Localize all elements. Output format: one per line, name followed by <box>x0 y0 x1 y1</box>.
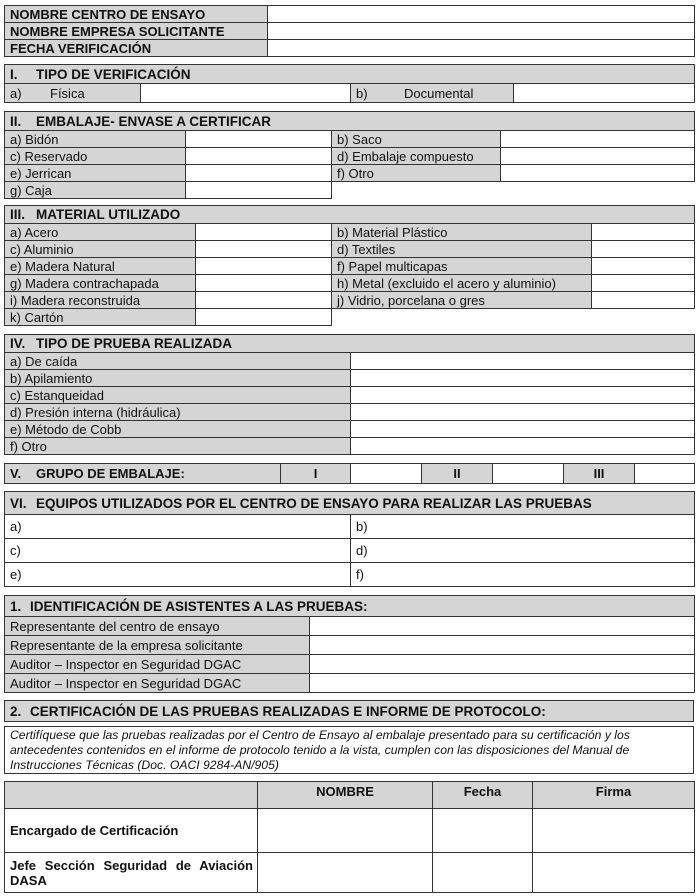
signature-firma-field[interactable] <box>533 809 695 853</box>
material-option: c) Aluminio <box>5 241 196 258</box>
option-documental-label: Documental <box>404 85 474 101</box>
section-num: 2. <box>10 703 22 719</box>
prueba-option: e) Método de Cobb <box>5 421 351 438</box>
section-num: III. <box>10 207 26 222</box>
material-field[interactable] <box>592 241 695 258</box>
option-fisica-label: Física <box>50 85 85 101</box>
equipo-field[interactable]: c) <box>5 539 351 563</box>
signature-firma-field[interactable] <box>533 853 695 893</box>
embalaje-option: g) Caja <box>5 182 186 199</box>
prueba-field[interactable] <box>351 404 695 421</box>
material-field[interactable] <box>196 309 332 326</box>
prueba-field[interactable] <box>351 370 695 387</box>
material-field[interactable] <box>196 292 332 309</box>
embalaje-option: b) Saco <box>332 131 501 148</box>
section-grupo-embalaje <box>4 463 695 484</box>
prueba-option: d) Presión interna (hidráulica) <box>5 404 351 421</box>
material-field[interactable] <box>592 258 695 275</box>
section-num: V. <box>10 466 22 481</box>
asistente-label: Representante del centro de ensayo <box>5 617 310 636</box>
input-empresa-solicitante[interactable] <box>268 23 695 40</box>
prueba-option: c) Estanqueidad <box>5 387 351 404</box>
checkbox-documental[interactable] <box>514 84 695 103</box>
label-centro-ensayo: NOMBRE CENTRO DE ENSAYO <box>5 6 268 23</box>
asistente-field[interactable] <box>310 617 695 636</box>
signature-fecha-field[interactable] <box>433 809 533 853</box>
material-option: i) Madera reconstruida <box>5 292 196 309</box>
section-title: TIPO DE PRUEBA REALIZADA <box>36 336 233 351</box>
section-title: EQUIPOS UTILIZADOS POR EL CENTRO DE ENSAYO PARA REALIZAR LAS PRUEBAS <box>36 495 592 511</box>
material-field[interactable] <box>592 224 695 241</box>
material-field[interactable] <box>196 258 332 275</box>
embalaje-option: a) Bidón <box>5 131 186 148</box>
input-centro-ensayo[interactable] <box>268 6 695 23</box>
label-empresa-solicitante: NOMBRE EMPRESA SOLICITANTE <box>5 23 268 40</box>
section-title: EMBALAJE- ENVASE A CERTIFICAR <box>36 113 272 129</box>
col-firma: Firma <box>533 782 695 809</box>
equipo-field[interactable]: f) <box>351 563 695 587</box>
signature-nombre-field[interactable] <box>258 809 433 853</box>
signature-fecha-field[interactable] <box>433 853 533 893</box>
prueba-field[interactable] <box>351 387 695 404</box>
equipo-field[interactable]: a) <box>5 515 351 539</box>
section-tipo-verificacion <box>4 64 695 103</box>
material-option: f) Papel multicapas <box>332 258 592 275</box>
section-material <box>4 205 695 326</box>
embalaje-option: f) Otro <box>332 165 501 182</box>
asistente-field[interactable] <box>310 636 695 655</box>
grupo-label-3: III <box>564 464 635 484</box>
material-option: e) Madera Natural <box>5 258 196 275</box>
option-letter: b) <box>356 85 368 101</box>
embalaje-field[interactable] <box>186 165 332 182</box>
equipo-field[interactable]: e) <box>5 563 351 587</box>
prueba-field[interactable] <box>351 438 695 455</box>
embalaje-option: c) Reservado <box>5 148 186 165</box>
section-title: GRUPO DE EMBALAJE: <box>36 466 185 481</box>
section-num: IV. <box>10 336 26 351</box>
prueba-option: f) Otro <box>5 438 351 455</box>
section-title: TIPO DE VERIFICACIÓN <box>36 66 191 82</box>
asistente-field[interactable] <box>310 655 695 674</box>
material-option: k) Cartón <box>5 309 196 326</box>
material-option: h) Metal (excluido el acero y aluminio) <box>332 275 592 292</box>
prueba-option: a) De caída <box>5 353 351 370</box>
material-field[interactable] <box>592 275 695 292</box>
asistente-label: Auditor – Inspector en Seguridad DGAC <box>5 655 310 674</box>
embalaje-field[interactable] <box>501 148 695 165</box>
material-option: g) Madera contrachapada <box>5 275 196 292</box>
section-tipo-prueba <box>4 334 695 455</box>
header-table <box>4 5 695 57</box>
prueba-field[interactable] <box>351 421 695 438</box>
signature-role: Jefe Sección Seguridad de Aviación DASA <box>5 853 258 893</box>
section-asistentes <box>4 595 695 693</box>
embalaje-field[interactable] <box>501 165 695 182</box>
material-option: b) Material Plástico <box>332 224 592 241</box>
label-fecha-verificacion: FECHA VERIFICACIÓN <box>5 40 268 57</box>
section-num: I. <box>10 66 18 82</box>
material-field[interactable] <box>196 241 332 258</box>
prueba-option: b) Apilamiento <box>5 370 351 387</box>
section-num: VI. <box>10 495 27 511</box>
grupo-label-1: I <box>281 464 351 484</box>
equipo-field[interactable]: d) <box>351 539 695 563</box>
signature-corner <box>5 782 258 809</box>
grupo-field-3[interactable] <box>635 464 695 484</box>
certification-text: Certifíquese que las pruebas realizadas por el Centro de Ensayo al embalaje presentado para su certificación y los antecedentes contenidos en el informe de protocolo tenido a la vista, cumplen con las disposiciones del Manual de Instrucciones Técnicas (Doc. OACI 9284-AN/905) <box>4 726 694 774</box>
embalaje-option: e) Jerrican <box>5 165 186 182</box>
grupo-field-2[interactable] <box>493 464 564 484</box>
equipo-field[interactable]: b) <box>351 515 695 539</box>
section-title: CERTIFICACIÓN DE LAS PRUEBAS REALIZADAS E INFORME DE PROTOCOLO: <box>30 703 546 719</box>
material-option: d) Textiles <box>332 241 592 258</box>
material-option: a) Acero <box>5 224 196 241</box>
section-num: II. <box>10 113 22 129</box>
col-nombre: NOMBRE <box>258 782 433 809</box>
embalaje-field[interactable] <box>501 131 695 148</box>
material-field[interactable] <box>196 275 332 292</box>
section-title: MATERIAL UTILIZADO <box>36 207 181 222</box>
section-embalaje <box>4 111 695 199</box>
material-option: j) Vidrio, porcelana o gres <box>332 292 592 309</box>
grupo-field-1[interactable] <box>351 464 422 484</box>
material-field[interactable] <box>196 224 332 241</box>
asistente-label: Auditor – Inspector en Seguridad DGAC <box>5 674 310 693</box>
asistente-field[interactable] <box>310 674 695 693</box>
prueba-field[interactable] <box>351 353 695 370</box>
embalaje-field[interactable] <box>186 148 332 165</box>
embalaje-field[interactable] <box>186 182 332 199</box>
signature-role: Encargado de Certificación <box>5 809 258 853</box>
checkbox-fisica[interactable] <box>141 84 351 103</box>
embalaje-field[interactable] <box>186 131 332 148</box>
signature-nombre-field[interactable] <box>258 853 433 893</box>
signature-table <box>4 781 695 893</box>
grupo-label-2: II <box>422 464 493 484</box>
col-fecha: Fecha <box>433 782 533 809</box>
section-equipos <box>4 491 695 587</box>
embalaje-option: d) Embalaje compuesto <box>332 148 501 165</box>
section-title: IDENTIFICACIÓN DE ASISTENTES A LAS PRUEBAS: <box>30 598 368 614</box>
option-letter: a) <box>10 85 22 101</box>
material-field[interactable] <box>592 292 695 309</box>
section-num: 1. <box>10 598 22 614</box>
asistente-label: Representante de la empresa solicitante <box>5 636 310 655</box>
section-certificacion <box>4 700 694 722</box>
input-fecha-verificacion[interactable] <box>268 40 695 57</box>
